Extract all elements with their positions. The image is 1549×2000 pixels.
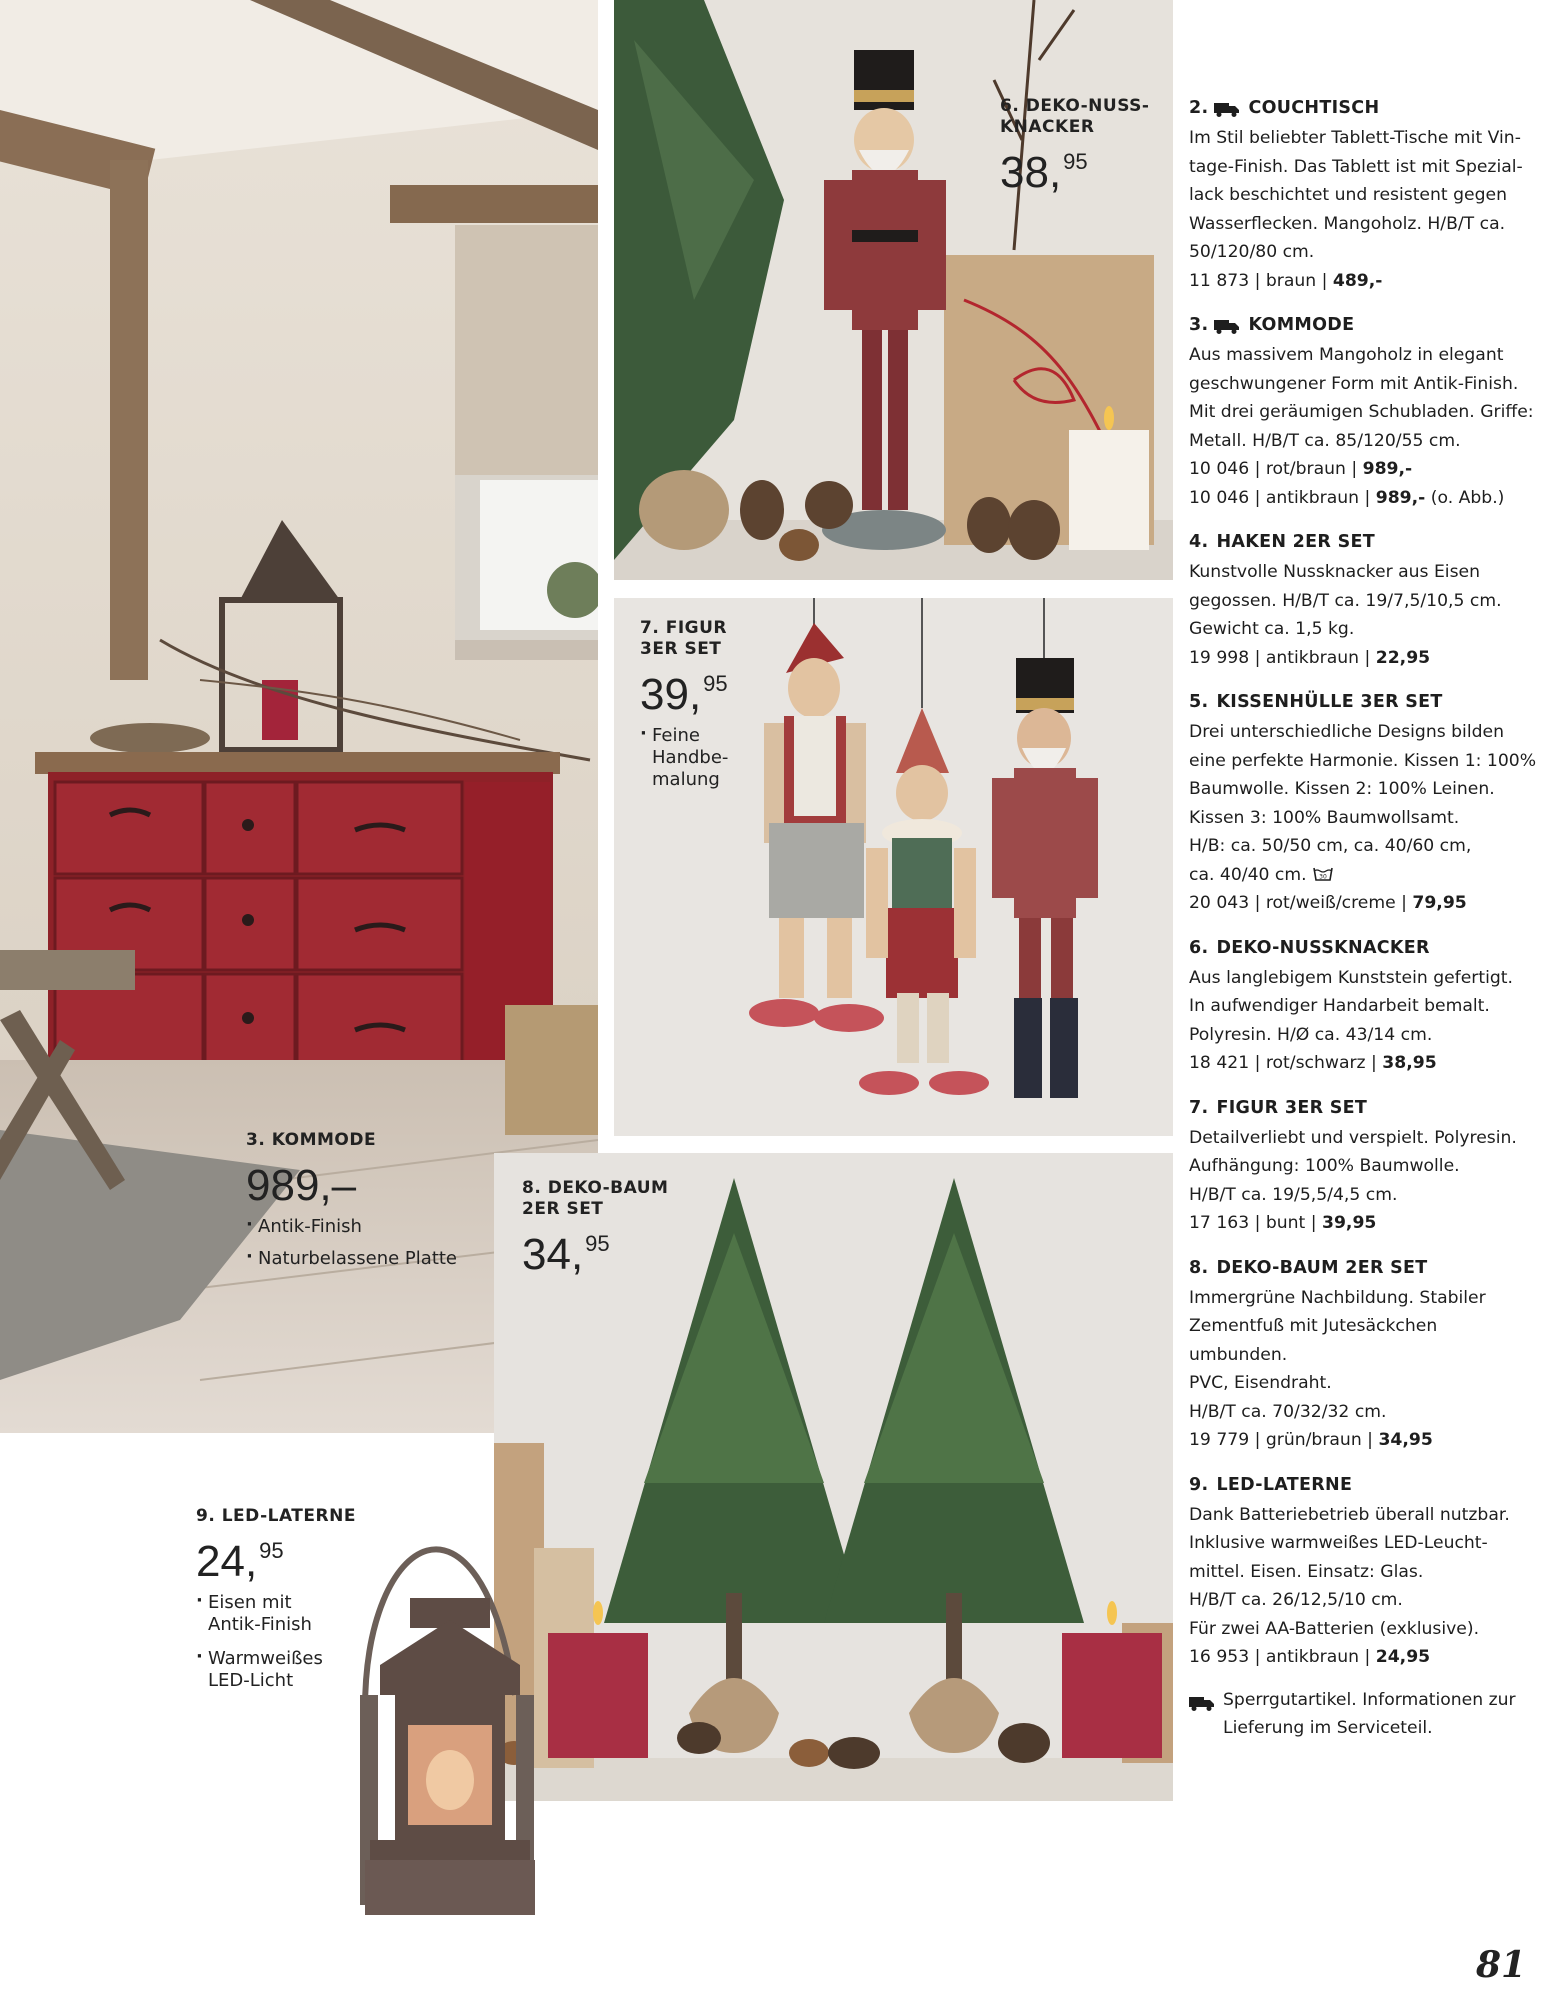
- product-description: [1189, 124, 1539, 267]
- order-code: 18 421 | rot/schwarz |: [1189, 1053, 1383, 1073]
- product-description-column: [1189, 96, 1539, 1743]
- product-heading: [1189, 96, 1539, 120]
- product-entry: [1189, 1473, 1539, 1672]
- lantern-price-tag: [196, 1506, 366, 1704]
- product-number: 8.: [1189, 1257, 1209, 1278]
- page-number: 81: [1476, 1944, 1527, 1986]
- product-entry: [1189, 96, 1539, 295]
- order-code: 16 953 | antikbraun |: [1189, 1647, 1376, 1667]
- order-price: 39,95: [1322, 1213, 1377, 1233]
- order-line: [1189, 1643, 1539, 1672]
- product-description: [1189, 1124, 1539, 1210]
- truck-icon: [1214, 317, 1240, 333]
- product-description: [1189, 964, 1539, 1050]
- order-code: 10 046 | antikbraun |: [1189, 487, 1376, 508]
- product-title: HAKEN 2ER SET: [1216, 532, 1375, 552]
- product-number: 7.: [1189, 1097, 1209, 1118]
- product-description: [1189, 1284, 1539, 1427]
- order-price: 989,-: [1375, 487, 1426, 508]
- price: 24,95: [196, 1537, 284, 1586]
- product-description: [1189, 341, 1539, 455]
- trees-price-tag: [522, 1178, 702, 1277]
- product-description-text: Im Stil beliebter Tablett-Tische mit Vin- tage-Finish. Das Tablett ist mit Spezial- lack beschichtet und resistent gegen Wasserflecken. Mangoholz. H/B/T ca. 50/120/80 cm.: [1189, 128, 1523, 262]
- product-description: [1189, 718, 1539, 889]
- product-entry: [1189, 530, 1539, 672]
- product-heading: [1189, 313, 1539, 337]
- product-heading: [1189, 530, 1539, 554]
- product-title: DEKO-NUSSKNACKER: [1216, 937, 1430, 958]
- order-code: 17 163 | bunt |: [1189, 1213, 1323, 1233]
- product-name: 7. FIGUR 3ER SET: [640, 618, 727, 659]
- product-description-text: Immergrüne Nachbildung. Stabiler Zementfuß mit Jutesäckchen umbunden. PVC, Eisendraht. H/B/T ca. 70/32/32 cm.: [1189, 1287, 1486, 1422]
- wash-30-icon: [1313, 863, 1333, 879]
- order-code: 19 779 | grün/braun |: [1189, 1430, 1379, 1450]
- product-title: COUCHTISCH: [1248, 98, 1380, 118]
- feature-list: [640, 725, 780, 791]
- product-description: [1189, 1501, 1539, 1644]
- product-number: 3.: [1189, 315, 1209, 335]
- price: 39,95: [640, 670, 728, 719]
- order-code: 19 998 | antikbraun |: [1189, 647, 1376, 668]
- order-note: (o. Abb.): [1425, 487, 1505, 508]
- feature-item: · Feine Handbe- malung: [640, 725, 780, 791]
- order-code: 11 873 | braun |: [1189, 270, 1333, 291]
- product-title: LED-LATERNE: [1216, 1474, 1353, 1495]
- product-name: 8. DEKO-BAUM 2ER SET: [522, 1178, 669, 1219]
- product-number: 5.: [1189, 692, 1209, 712]
- feature-item: · Naturbelassene Platte: [246, 1248, 486, 1270]
- order-price: 34,95: [1378, 1430, 1433, 1450]
- product-description-text: Drei unterschiedliche Designs bilden eine perfekte Harmonie. Kissen 1: 100% Baumwolle. Kissen 2: 100% Leinen. Kissen 3: 100% Baumwollsamt. H/B: ca. 50/50 cm, ca. 40/60 cm, ca. 40/40 cm.: [1189, 722, 1537, 885]
- figures-price-tag: [640, 618, 780, 803]
- product-description: [1189, 558, 1539, 644]
- product-number: 4.: [1189, 532, 1209, 552]
- order-line: [1189, 1426, 1539, 1455]
- svg-text:30: 30: [1318, 873, 1327, 880]
- product-heading: [1189, 936, 1539, 960]
- nutcracker-photo: [614, 0, 1173, 580]
- product-heading: [1189, 1473, 1539, 1497]
- footnote-text: Sperrgutartikel. Informationen zur Lieferung im Serviceteil.: [1223, 1689, 1516, 1738]
- product-title: DEKO-BAUM 2ER SET: [1216, 1257, 1428, 1278]
- order-price: 24,95: [1375, 1647, 1431, 1667]
- nutcracker-price-tag: [1000, 96, 1170, 195]
- lantern-photo: [340, 1480, 540, 1920]
- dresser-price-tag: [246, 1130, 486, 1282]
- product-name: 9. LED-LATERNE: [196, 1506, 356, 1526]
- product-name: 6. DEKO-NUSS- KNACKER: [1000, 96, 1150, 137]
- order-price: 79,95: [1412, 893, 1467, 913]
- product-entry: [1189, 936, 1539, 1078]
- order-price: 38,95: [1382, 1053, 1437, 1073]
- product-heading: [1189, 1096, 1539, 1120]
- order-line: [1189, 1049, 1539, 1078]
- product-name: 3. KOMMODE: [246, 1130, 377, 1150]
- product-description-text: Aus langlebigem Kunststein gefertigt. In aufwendiger Handarbeit bemalt. Polyresin. H/Ø ca. 43/14 cm.: [1189, 967, 1514, 1045]
- order-line: [1189, 1209, 1539, 1238]
- product-entry: [1189, 1256, 1539, 1455]
- truck-icon: [1189, 1692, 1215, 1708]
- product-heading: [1189, 690, 1539, 714]
- product-title: FIGUR 3ER SET: [1216, 1097, 1368, 1118]
- price: 34,95: [522, 1230, 610, 1279]
- feature-list: [196, 1592, 366, 1692]
- feature-item: · Eisen mit Antik-Finish: [196, 1592, 366, 1636]
- order-code: 20 043 | rot/weiß/creme |: [1189, 893, 1413, 913]
- order-price: 489,-: [1332, 270, 1383, 291]
- product-description-text: Kunstvolle Nussknacker aus Eisen gegossen. H/B/T ca. 19/7,5/10,5 cm. Gewicht ca. 1,5 kg.: [1189, 562, 1502, 639]
- feature-item: · Antik-Finish: [246, 1216, 486, 1238]
- price: 989,–: [246, 1161, 357, 1210]
- order-line: [1189, 644, 1539, 673]
- product-description-text: Dank Batteriebetrieb überall nutzbar. Inklusive warmweißes LED-Leucht- mittel. Eisen. Einsatz: Glas. H/B/T ca. 26/12,5/10 cm. Für zwei AA-Batterien (exklusive).: [1189, 1504, 1510, 1639]
- order-line: [1189, 267, 1539, 296]
- product-entry: [1189, 313, 1539, 512]
- product-description-text: Detailverliebt und verspielt. Polyresin. Aufhängung: 100% Baumwolle. H/B/T ca. 19/5,5/4,5 cm.: [1189, 1127, 1517, 1205]
- product-number: 2.: [1189, 98, 1209, 118]
- product-title: KOMMODE: [1248, 315, 1355, 335]
- product-heading: [1189, 1256, 1539, 1280]
- truck-icon: [1214, 100, 1240, 116]
- order-price: 989,-: [1362, 459, 1413, 479]
- product-number: 6.: [1189, 937, 1209, 958]
- feature-item: · Warmweißes LED-Licht: [196, 1648, 366, 1692]
- product-entry: [1189, 690, 1539, 918]
- product-title: KISSENHÜLLE 3ER SET: [1216, 692, 1443, 712]
- product-description-text: Aus massivem Mangoholz in elegant geschwungener Form mit Antik-Finish. Mit drei geräumigen Schubladen. Griffe: Metall. H/B/T ca. 85/120/55 cm.: [1189, 345, 1534, 451]
- price: 38,95: [1000, 148, 1088, 197]
- feature-list: [246, 1216, 486, 1270]
- order-code: 10 046 | rot/braun |: [1189, 459, 1363, 479]
- order-price: 22,95: [1375, 647, 1431, 668]
- product-number: 9.: [1189, 1474, 1209, 1495]
- product-entry: [1189, 1096, 1539, 1238]
- order-line: [1189, 484, 1539, 513]
- order-line: [1189, 889, 1539, 918]
- order-line: [1189, 455, 1539, 484]
- bulky-goods-footnote: [1189, 1686, 1539, 1743]
